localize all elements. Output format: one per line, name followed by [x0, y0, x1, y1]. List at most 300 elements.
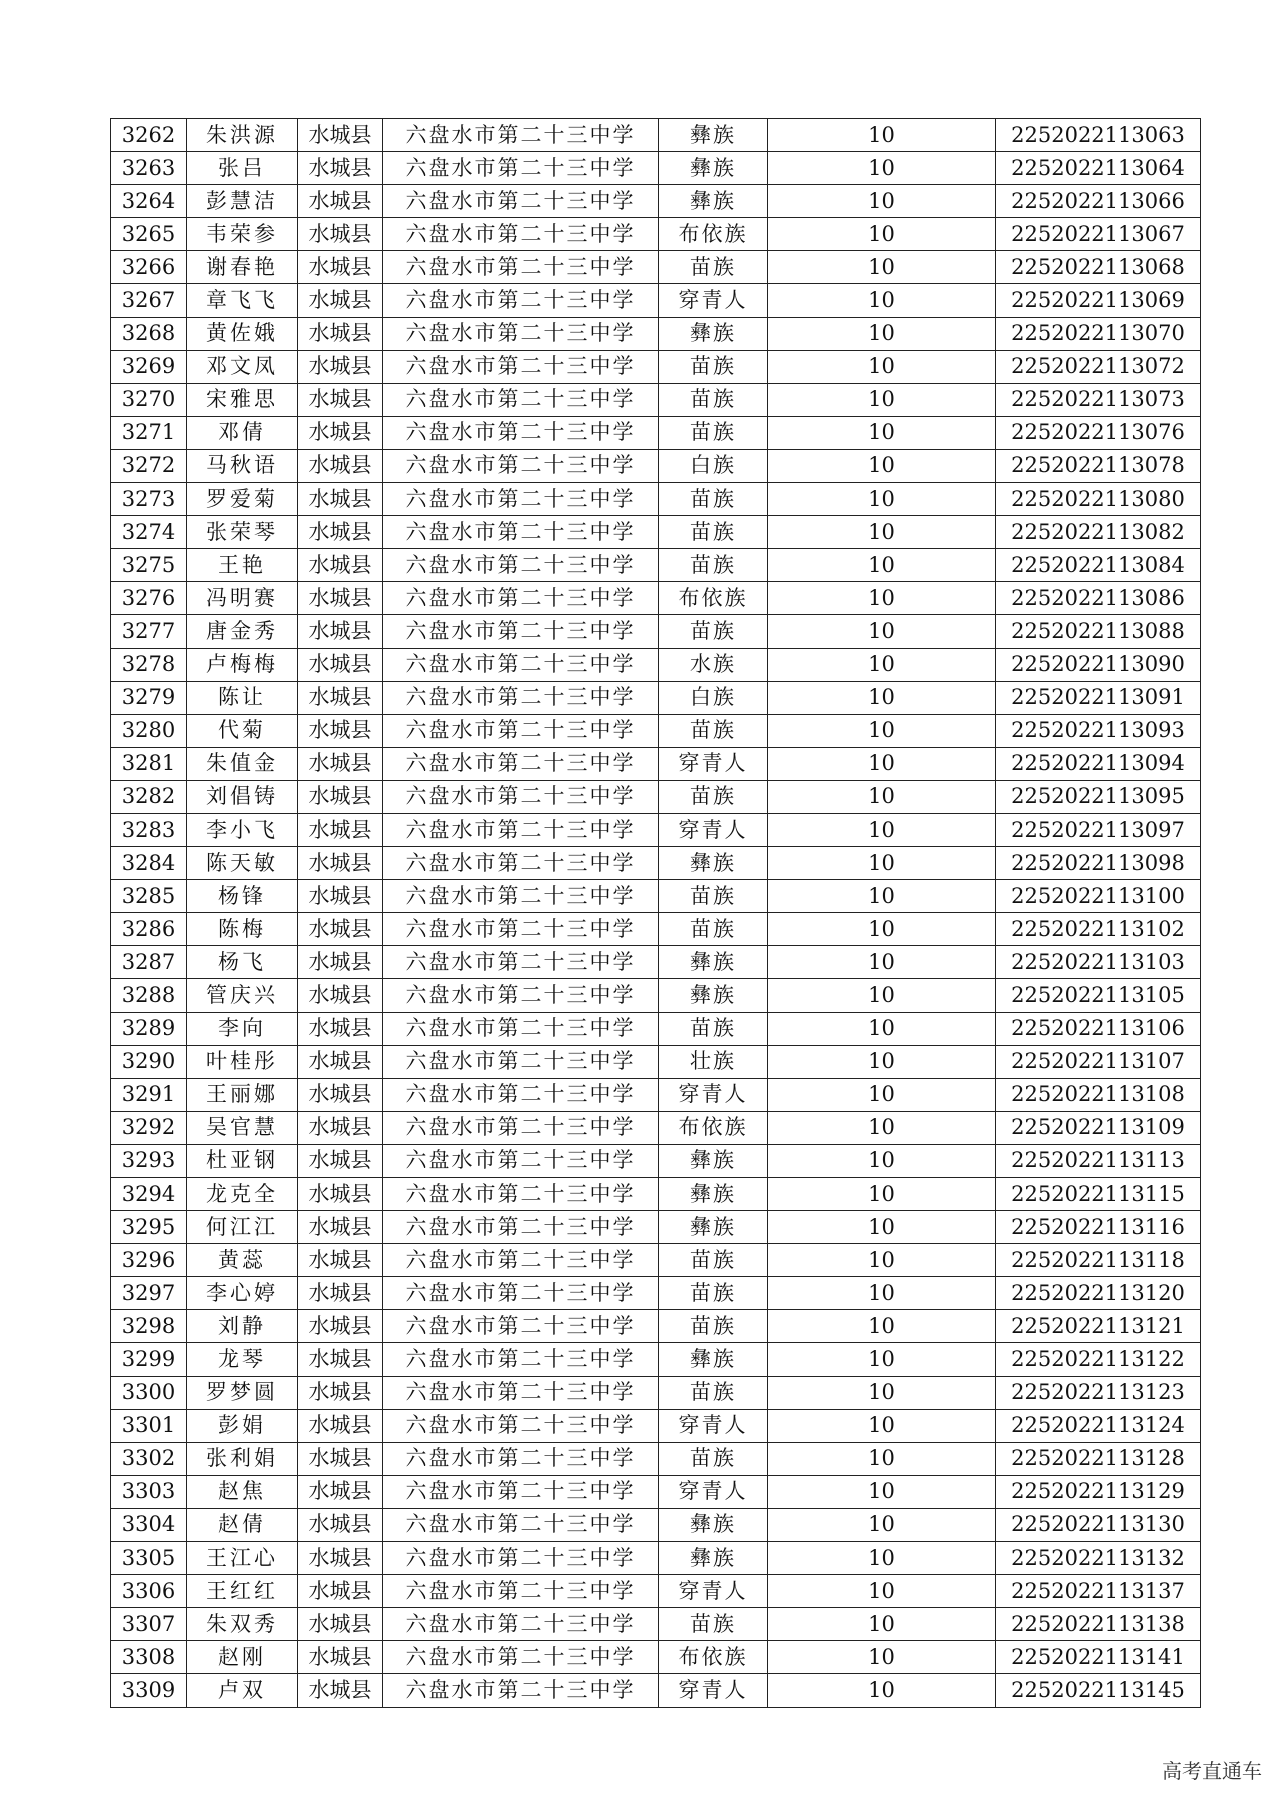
school-cell: 六盘水市第二十三中学 [383, 1211, 659, 1244]
student-name: 刘静 [187, 1310, 298, 1343]
ethnicity-cell: 穿青人 [659, 1575, 768, 1608]
row-number: 3309 [111, 1674, 187, 1707]
ethnicity-cell: 苗族 [659, 1608, 768, 1641]
student-name: 朱洪源 [187, 119, 298, 152]
score-cell: 10 [768, 416, 996, 449]
exam-id-cell: 2252022113118 [996, 1244, 1201, 1277]
ethnicity-cell: 苗族 [659, 1012, 768, 1045]
score-cell: 10 [768, 1244, 996, 1277]
county-cell: 水城县 [298, 1211, 383, 1244]
row-number: 3264 [111, 185, 187, 218]
row-number: 3308 [111, 1641, 187, 1674]
county-cell: 水城县 [298, 813, 383, 846]
student-name: 龙琴 [187, 1343, 298, 1376]
school-cell: 六盘水市第二十三中学 [383, 1442, 659, 1475]
ethnicity-cell: 苗族 [659, 1442, 768, 1475]
county-cell: 水城县 [298, 648, 383, 681]
school-cell: 六盘水市第二十三中学 [383, 1542, 659, 1575]
row-number: 3304 [111, 1508, 187, 1541]
ethnicity-cell: 彝族 [659, 1542, 768, 1575]
roster-table [110, 118, 1201, 1708]
county-cell: 水城县 [298, 1277, 383, 1310]
table-row [111, 1111, 1201, 1144]
ethnicity-cell: 彝族 [659, 979, 768, 1012]
student-name: 韦荣参 [187, 218, 298, 251]
table-row [111, 1674, 1201, 1707]
row-number: 3281 [111, 747, 187, 780]
ethnicity-cell: 苗族 [659, 1244, 768, 1277]
ethnicity-cell: 苗族 [659, 913, 768, 946]
exam-id-cell: 2252022113091 [996, 681, 1201, 714]
table-row [111, 284, 1201, 317]
student-name: 张吕 [187, 152, 298, 185]
student-name: 杜亚钢 [187, 1144, 298, 1177]
school-cell: 六盘水市第二十三中学 [383, 1575, 659, 1608]
score-cell: 10 [768, 1343, 996, 1376]
exam-id-cell: 2252022113078 [996, 449, 1201, 482]
table-row [111, 383, 1201, 416]
table-row [111, 1343, 1201, 1376]
table-row [111, 1641, 1201, 1674]
school-cell: 六盘水市第二十三中学 [383, 1045, 659, 1078]
county-cell: 水城县 [298, 317, 383, 350]
school-cell: 六盘水市第二十三中学 [383, 1111, 659, 1144]
row-number: 3272 [111, 449, 187, 482]
ethnicity-cell: 水族 [659, 648, 768, 681]
exam-id-cell: 2252022113086 [996, 582, 1201, 615]
row-number: 3265 [111, 218, 187, 251]
row-number: 3273 [111, 483, 187, 516]
score-cell: 10 [768, 1012, 996, 1045]
row-number: 3290 [111, 1045, 187, 1078]
exam-id-cell: 2252022113067 [996, 218, 1201, 251]
score-cell: 10 [768, 847, 996, 880]
table-row [111, 847, 1201, 880]
county-cell: 水城县 [298, 1244, 383, 1277]
ethnicity-cell: 苗族 [659, 1277, 768, 1310]
table-row [111, 416, 1201, 449]
table-row [111, 1575, 1201, 1608]
student-name: 李心婷 [187, 1277, 298, 1310]
county-cell: 水城县 [298, 1343, 383, 1376]
exam-id-cell: 2252022113102 [996, 913, 1201, 946]
table-row [111, 251, 1201, 284]
student-name: 王艳 [187, 549, 298, 582]
exam-id-cell: 2252022113094 [996, 747, 1201, 780]
student-name: 卢双 [187, 1674, 298, 1707]
ethnicity-cell: 穿青人 [659, 813, 768, 846]
student-name: 章飞飞 [187, 284, 298, 317]
school-cell: 六盘水市第二十三中学 [383, 119, 659, 152]
table-row [111, 1012, 1201, 1045]
score-cell: 10 [768, 1475, 996, 1508]
score-cell: 10 [768, 185, 996, 218]
table-row [111, 813, 1201, 846]
score-cell: 10 [768, 317, 996, 350]
table-row [111, 1144, 1201, 1177]
row-number: 3302 [111, 1442, 187, 1475]
county-cell: 水城县 [298, 1310, 383, 1343]
table-row [111, 1508, 1201, 1541]
county-cell: 水城县 [298, 383, 383, 416]
ethnicity-cell: 苗族 [659, 383, 768, 416]
score-cell: 10 [768, 913, 996, 946]
table-row [111, 615, 1201, 648]
student-name: 陈梅 [187, 913, 298, 946]
score-cell: 10 [768, 284, 996, 317]
exam-id-cell: 2252022113076 [996, 416, 1201, 449]
school-cell: 六盘水市第二十三中学 [383, 813, 659, 846]
exam-id-cell: 2252022113124 [996, 1409, 1201, 1442]
school-cell: 六盘水市第二十三中学 [383, 350, 659, 383]
exam-id-cell: 2252022113064 [996, 152, 1201, 185]
school-cell: 六盘水市第二十三中学 [383, 681, 659, 714]
exam-id-cell: 2252022113105 [996, 979, 1201, 1012]
watermark: 高考直通车 [1162, 1759, 1262, 1783]
table-row [111, 119, 1201, 152]
table-row [111, 1244, 1201, 1277]
table-row [111, 1277, 1201, 1310]
score-cell: 10 [768, 1111, 996, 1144]
score-cell: 10 [768, 979, 996, 1012]
score-cell: 10 [768, 119, 996, 152]
score-cell: 10 [768, 449, 996, 482]
exam-id-cell: 2252022113145 [996, 1674, 1201, 1707]
student-name: 刘倡铸 [187, 780, 298, 813]
county-cell: 水城县 [298, 516, 383, 549]
school-cell: 六盘水市第二十三中学 [383, 1144, 659, 1177]
county-cell: 水城县 [298, 119, 383, 152]
table-row [111, 152, 1201, 185]
student-name: 王江心 [187, 1542, 298, 1575]
county-cell: 水城县 [298, 1111, 383, 1144]
student-name: 叶桂彤 [187, 1045, 298, 1078]
ethnicity-cell: 彝族 [659, 317, 768, 350]
score-cell: 10 [768, 1277, 996, 1310]
table-row [111, 880, 1201, 913]
county-cell: 水城县 [298, 681, 383, 714]
county-cell: 水城县 [298, 946, 383, 979]
exam-id-cell: 2252022113068 [996, 251, 1201, 284]
ethnicity-cell: 穿青人 [659, 284, 768, 317]
student-name: 陈让 [187, 681, 298, 714]
exam-id-cell: 2252022113070 [996, 317, 1201, 350]
ethnicity-cell: 苗族 [659, 516, 768, 549]
school-cell: 六盘水市第二十三中学 [383, 449, 659, 482]
table-row [111, 913, 1201, 946]
score-cell: 10 [768, 648, 996, 681]
county-cell: 水城县 [298, 913, 383, 946]
score-cell: 10 [768, 483, 996, 516]
row-number: 3277 [111, 615, 187, 648]
exam-id-cell: 2252022113109 [996, 1111, 1201, 1144]
student-name: 李向 [187, 1012, 298, 1045]
score-cell: 10 [768, 615, 996, 648]
student-name: 邓倩 [187, 416, 298, 449]
exam-id-cell: 2252022113097 [996, 813, 1201, 846]
school-cell: 六盘水市第二十三中学 [383, 1409, 659, 1442]
row-number: 3287 [111, 946, 187, 979]
school-cell: 六盘水市第二十三中学 [383, 1508, 659, 1541]
school-cell: 六盘水市第二十三中学 [383, 549, 659, 582]
school-cell: 六盘水市第二十三中学 [383, 913, 659, 946]
row-number: 3288 [111, 979, 187, 1012]
exam-id-cell: 2252022113141 [996, 1641, 1201, 1674]
county-cell: 水城县 [298, 185, 383, 218]
school-cell: 六盘水市第二十三中学 [383, 317, 659, 350]
table-row [111, 1376, 1201, 1409]
school-cell: 六盘水市第二十三中学 [383, 516, 659, 549]
ethnicity-cell: 布依族 [659, 1111, 768, 1144]
row-number: 3279 [111, 681, 187, 714]
score-cell: 10 [768, 218, 996, 251]
row-number: 3289 [111, 1012, 187, 1045]
county-cell: 水城县 [298, 979, 383, 1012]
score-cell: 10 [768, 747, 996, 780]
county-cell: 水城县 [298, 549, 383, 582]
row-number: 3293 [111, 1144, 187, 1177]
ethnicity-cell: 布依族 [659, 218, 768, 251]
exam-id-cell: 2252022113095 [996, 780, 1201, 813]
exam-id-cell: 2252022113116 [996, 1211, 1201, 1244]
row-number: 3262 [111, 119, 187, 152]
county-cell: 水城县 [298, 1012, 383, 1045]
score-cell: 10 [768, 516, 996, 549]
score-cell: 10 [768, 251, 996, 284]
student-name: 黄佐娥 [187, 317, 298, 350]
student-name: 彭娟 [187, 1409, 298, 1442]
score-cell: 10 [768, 1542, 996, 1575]
ethnicity-cell: 彝族 [659, 1178, 768, 1211]
table-row [111, 516, 1201, 549]
county-cell: 水城县 [298, 747, 383, 780]
row-number: 3283 [111, 813, 187, 846]
ethnicity-cell: 白族 [659, 681, 768, 714]
school-cell: 六盘水市第二十三中学 [383, 383, 659, 416]
exam-id-cell: 2252022113103 [996, 946, 1201, 979]
exam-id-cell: 2252022113128 [996, 1442, 1201, 1475]
row-number: 3263 [111, 152, 187, 185]
school-cell: 六盘水市第二十三中学 [383, 1078, 659, 1111]
exam-id-cell: 2252022113120 [996, 1277, 1201, 1310]
county-cell: 水城县 [298, 284, 383, 317]
table-row [111, 350, 1201, 383]
county-cell: 水城县 [298, 416, 383, 449]
ethnicity-cell: 穿青人 [659, 1078, 768, 1111]
student-name: 赵倩 [187, 1508, 298, 1541]
ethnicity-cell: 苗族 [659, 1310, 768, 1343]
student-name: 何江江 [187, 1211, 298, 1244]
school-cell: 六盘水市第二十三中学 [383, 1641, 659, 1674]
score-cell: 10 [768, 1641, 996, 1674]
student-name: 邓文凤 [187, 350, 298, 383]
exam-id-cell: 2252022113066 [996, 185, 1201, 218]
school-cell: 六盘水市第二十三中学 [383, 218, 659, 251]
ethnicity-cell: 苗族 [659, 251, 768, 284]
school-cell: 六盘水市第二十三中学 [383, 946, 659, 979]
table-row [111, 648, 1201, 681]
exam-id-cell: 2252022113084 [996, 549, 1201, 582]
county-cell: 水城县 [298, 1575, 383, 1608]
county-cell: 水城县 [298, 1409, 383, 1442]
row-number: 3267 [111, 284, 187, 317]
row-number: 3298 [111, 1310, 187, 1343]
ethnicity-cell: 苗族 [659, 714, 768, 747]
table-row [111, 1078, 1201, 1111]
exam-id-cell: 2252022113137 [996, 1575, 1201, 1608]
county-cell: 水城县 [298, 1508, 383, 1541]
ethnicity-cell: 彝族 [659, 1343, 768, 1376]
school-cell: 六盘水市第二十三中学 [383, 714, 659, 747]
county-cell: 水城县 [298, 780, 383, 813]
score-cell: 10 [768, 681, 996, 714]
county-cell: 水城县 [298, 449, 383, 482]
ethnicity-cell: 苗族 [659, 350, 768, 383]
row-number: 3284 [111, 847, 187, 880]
table-row [111, 780, 1201, 813]
student-name: 管庆兴 [187, 979, 298, 1012]
county-cell: 水城县 [298, 1144, 383, 1177]
school-cell: 六盘水市第二十三中学 [383, 780, 659, 813]
score-cell: 10 [768, 946, 996, 979]
table-row [111, 979, 1201, 1012]
score-cell: 10 [768, 780, 996, 813]
ethnicity-cell: 布依族 [659, 1641, 768, 1674]
student-name: 唐金秀 [187, 615, 298, 648]
school-cell: 六盘水市第二十三中学 [383, 1012, 659, 1045]
row-number: 3280 [111, 714, 187, 747]
ethnicity-cell: 穿青人 [659, 1475, 768, 1508]
student-name: 罗梦圆 [187, 1376, 298, 1409]
student-name: 黄蕊 [187, 1244, 298, 1277]
county-cell: 水城县 [298, 582, 383, 615]
student-name: 马秋语 [187, 449, 298, 482]
ethnicity-cell: 穿青人 [659, 1409, 768, 1442]
score-cell: 10 [768, 152, 996, 185]
score-cell: 10 [768, 1575, 996, 1608]
ethnicity-cell: 布依族 [659, 582, 768, 615]
row-number: 3301 [111, 1409, 187, 1442]
county-cell: 水城县 [298, 847, 383, 880]
score-cell: 10 [768, 1608, 996, 1641]
school-cell: 六盘水市第二十三中学 [383, 880, 659, 913]
student-name: 李小飞 [187, 813, 298, 846]
table-row [111, 747, 1201, 780]
student-name: 冯明赛 [187, 582, 298, 615]
score-cell: 10 [768, 582, 996, 615]
school-cell: 六盘水市第二十三中学 [383, 152, 659, 185]
row-number: 3299 [111, 1343, 187, 1376]
exam-id-cell: 2252022113122 [996, 1343, 1201, 1376]
exam-id-cell: 2252022113088 [996, 615, 1201, 648]
student-name: 赵焦 [187, 1475, 298, 1508]
row-number: 3291 [111, 1078, 187, 1111]
table-row [111, 483, 1201, 516]
ethnicity-cell: 壮族 [659, 1045, 768, 1078]
student-name: 朱值金 [187, 747, 298, 780]
student-name: 吴官慧 [187, 1111, 298, 1144]
exam-id-cell: 2252022113121 [996, 1310, 1201, 1343]
row-number: 3274 [111, 516, 187, 549]
score-cell: 10 [768, 1211, 996, 1244]
ethnicity-cell: 彝族 [659, 847, 768, 880]
score-cell: 10 [768, 549, 996, 582]
score-cell: 10 [768, 1674, 996, 1707]
table-row [111, 714, 1201, 747]
score-cell: 10 [768, 1144, 996, 1177]
student-name: 张利娟 [187, 1442, 298, 1475]
row-number: 3266 [111, 251, 187, 284]
county-cell: 水城县 [298, 1674, 383, 1707]
school-cell: 六盘水市第二十三中学 [383, 747, 659, 780]
row-number: 3278 [111, 648, 187, 681]
exam-id-cell: 2252022113138 [996, 1608, 1201, 1641]
student-name: 朱双秀 [187, 1608, 298, 1641]
ethnicity-cell: 彝族 [659, 119, 768, 152]
row-number: 3285 [111, 880, 187, 913]
score-cell: 10 [768, 1310, 996, 1343]
exam-id-cell: 2252022113063 [996, 119, 1201, 152]
student-name: 彭慧洁 [187, 185, 298, 218]
student-name: 陈天敏 [187, 847, 298, 880]
ethnicity-cell: 苗族 [659, 416, 768, 449]
school-cell: 六盘水市第二十三中学 [383, 615, 659, 648]
ethnicity-cell: 苗族 [659, 615, 768, 648]
score-cell: 10 [768, 383, 996, 416]
row-number: 3300 [111, 1376, 187, 1409]
student-name: 王丽娜 [187, 1078, 298, 1111]
exam-id-cell: 2252022113115 [996, 1178, 1201, 1211]
exam-id-cell: 2252022113132 [996, 1542, 1201, 1575]
row-number: 3296 [111, 1244, 187, 1277]
row-number: 3282 [111, 780, 187, 813]
row-number: 3275 [111, 549, 187, 582]
exam-id-cell: 2252022113072 [996, 350, 1201, 383]
score-cell: 10 [768, 1409, 996, 1442]
county-cell: 水城县 [298, 1475, 383, 1508]
county-cell: 水城县 [298, 880, 383, 913]
school-cell: 六盘水市第二十三中学 [383, 1343, 659, 1376]
table-row [111, 1475, 1201, 1508]
school-cell: 六盘水市第二十三中学 [383, 1244, 659, 1277]
row-number: 3294 [111, 1178, 187, 1211]
score-cell: 10 [768, 813, 996, 846]
county-cell: 水城县 [298, 1542, 383, 1575]
ethnicity-cell: 苗族 [659, 880, 768, 913]
row-number: 3295 [111, 1211, 187, 1244]
table-row [111, 1211, 1201, 1244]
county-cell: 水城县 [298, 615, 383, 648]
exam-id-cell: 2252022113080 [996, 483, 1201, 516]
exam-id-cell: 2252022113098 [996, 847, 1201, 880]
exam-id-cell: 2252022113082 [996, 516, 1201, 549]
student-name: 王红红 [187, 1575, 298, 1608]
ethnicity-cell: 彝族 [659, 1508, 768, 1541]
county-cell: 水城县 [298, 1608, 383, 1641]
student-name: 卢梅梅 [187, 648, 298, 681]
table-row [111, 1178, 1201, 1211]
score-cell: 10 [768, 880, 996, 913]
roster-table-body [111, 119, 1201, 1708]
school-cell: 六盘水市第二十三中学 [383, 1376, 659, 1409]
table-row [111, 185, 1201, 218]
exam-id-cell: 2252022113073 [996, 383, 1201, 416]
table-row [111, 1442, 1201, 1475]
student-name: 龙克全 [187, 1178, 298, 1211]
table-row [111, 1542, 1201, 1575]
school-cell: 六盘水市第二十三中学 [383, 1475, 659, 1508]
ethnicity-cell: 彝族 [659, 1144, 768, 1177]
